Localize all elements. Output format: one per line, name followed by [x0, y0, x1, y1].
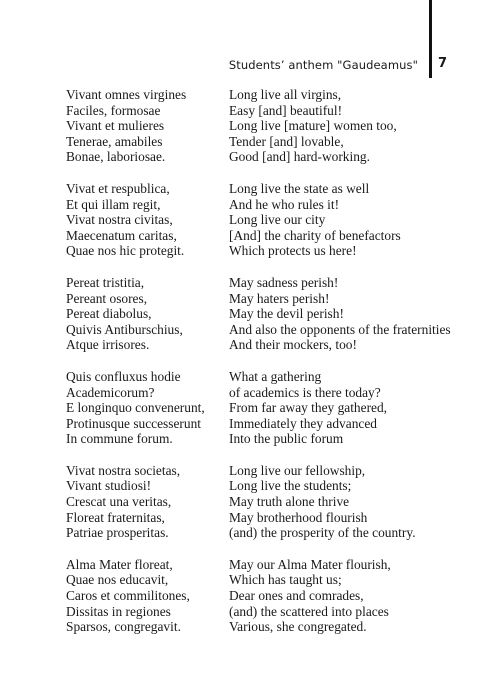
latin-line: Tenerae, amabiles [66, 133, 163, 149]
latin-line: Alma Mater floreat, [66, 556, 173, 572]
latin-line: Dissitas in regiones [66, 603, 171, 619]
page-number: 7 [438, 56, 448, 71]
latin-line: Vivant studiosi! [66, 478, 152, 494]
english-line: Dear ones and comrades, [229, 588, 364, 604]
latin-column [66, 557, 229, 635]
english-column [229, 369, 466, 447]
latin-line: Vivat et respublica, [66, 180, 170, 196]
english-line: May truth alone thrive [229, 494, 350, 510]
latin-line: Crescat una veritas, [66, 494, 172, 510]
english-line: Which has taught us; [229, 572, 342, 588]
latin-line: Vivant omnes virgines [66, 87, 187, 102]
stanza [66, 181, 466, 259]
english-line: And also the opponents of the fraternities [229, 321, 451, 337]
stanza [66, 463, 466, 541]
english-line: (and) the prosperity of the country. [229, 525, 416, 541]
english-line: [And] the charity of benefactors [229, 227, 401, 243]
latin-line: Pereat tristitia, [66, 274, 145, 290]
latin-column [66, 87, 229, 165]
latin-line: Atque irrisores. [66, 337, 150, 353]
latin-column [66, 369, 229, 447]
english-line: Long live our fellowship, [229, 462, 366, 478]
latin-line: Pereant osores, [66, 290, 148, 306]
latin-line: Sparsos, congregavit. [66, 619, 181, 635]
latin-column [66, 275, 229, 353]
english-line: Which protects us here! [229, 243, 357, 259]
latin-line: E longinquo convenerunt, [66, 400, 205, 416]
english-line: Tender [and] lovable, [229, 133, 344, 149]
english-line: May the devil perish! [229, 306, 344, 322]
english-line: And he who rules it! [229, 196, 340, 212]
english-line: Long live [mature] women too, [229, 118, 397, 134]
stanza [66, 557, 466, 635]
english-line: Long live the students; [229, 478, 352, 494]
english-line: Into the public forum [229, 431, 344, 447]
english-line: What a gathering [229, 368, 322, 384]
latin-line: Et qui illam regit, [66, 196, 161, 212]
stanza [66, 369, 466, 447]
english-column [229, 87, 466, 165]
latin-line: Maecenatum caritas, [66, 227, 177, 243]
english-line: Immediately they advanced [229, 415, 377, 431]
latin-line: Vivat nostra societas, [66, 462, 181, 478]
english-line: May sadness perish! [229, 274, 339, 290]
latin-column [66, 463, 229, 541]
english-line: Easy [and] beautiful! [229, 102, 343, 118]
latin-line: Academicorum? [66, 384, 155, 400]
stanza [66, 87, 466, 165]
running-head-title: Students’ anthem "Gaudeamus" [228, 58, 418, 72]
latin-line: In commune forum. [66, 431, 173, 447]
stanza [66, 275, 466, 353]
latin-line: Pereat diabolus, [66, 306, 152, 322]
latin-line: Protinusque successerunt [66, 415, 201, 431]
latin-line: Quis confluxus hodie [66, 368, 181, 384]
english-line: Good [and] hard-working. [229, 149, 370, 165]
english-line: of academics is there today? [229, 384, 381, 400]
english-column [229, 275, 466, 353]
latin-line: Bonae, laboriosae. [66, 149, 166, 165]
latin-line: Quae nos educavit, [66, 572, 169, 588]
lyrics-body [66, 87, 466, 651]
english-line: From far away they gathered, [229, 400, 388, 416]
english-line: May our Alma Mater flourish, [229, 556, 391, 572]
latin-line: Caros et commilitones, [66, 588, 190, 604]
english-line: May haters perish! [229, 290, 330, 306]
latin-line: Floreat fraternitas, [66, 509, 165, 525]
latin-column [66, 181, 229, 259]
english-column [229, 181, 466, 259]
english-line: Long live all virgins, [229, 87, 342, 102]
margin-rule [429, 0, 432, 78]
latin-line: Quivis Antiburschius, [66, 321, 183, 337]
english-line: Long live the state as well [229, 180, 370, 196]
english-line: And their mockers, too! [229, 337, 357, 353]
latin-line: Patriae prosperitas. [66, 525, 169, 541]
english-line: (and) the scattered into places [229, 603, 389, 619]
english-column [229, 557, 466, 635]
latin-line: Quae nos hic protegit. [66, 243, 185, 259]
english-column [229, 463, 466, 541]
english-line: Long live our city [229, 212, 326, 228]
english-line: May brotherhood flourish [229, 509, 368, 525]
english-line: Various, she congregated. [229, 619, 367, 635]
latin-line: Vivat nostra civitas, [66, 212, 173, 228]
latin-line: Faciles, formosae [66, 102, 161, 118]
latin-line: Vivant et mulieres [66, 118, 165, 134]
